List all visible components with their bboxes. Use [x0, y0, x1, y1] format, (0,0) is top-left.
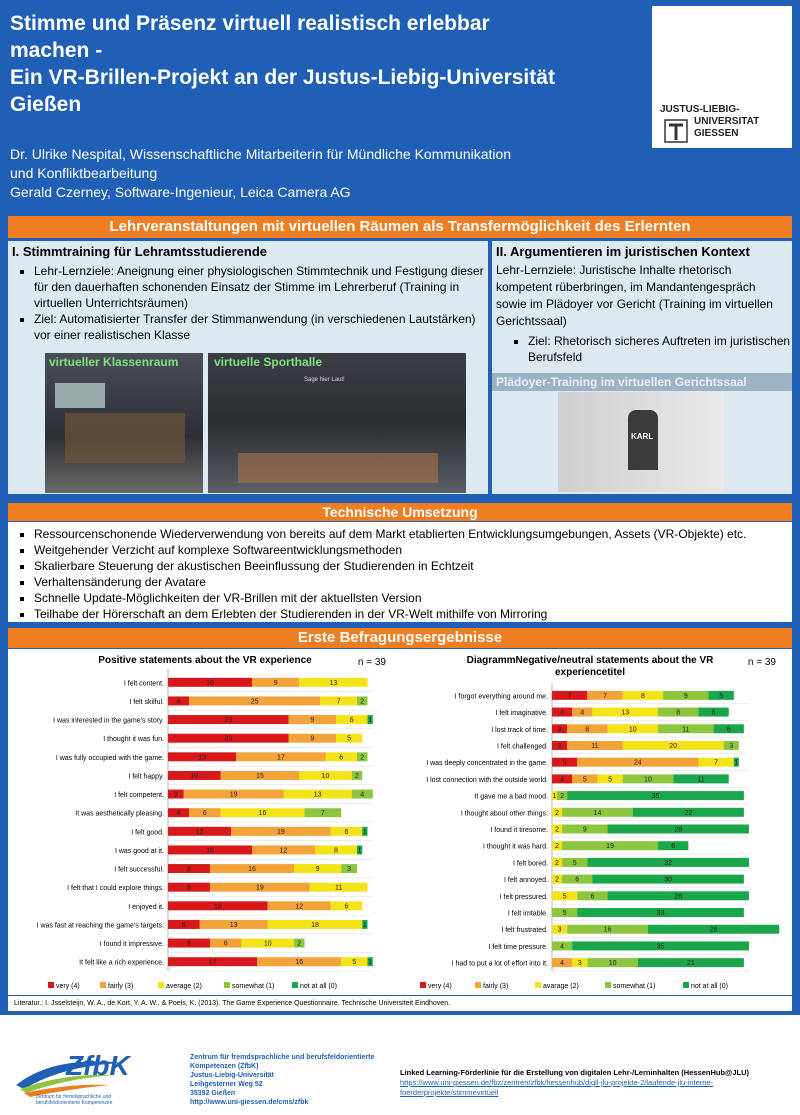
- bar-value-label: 5: [562, 759, 567, 767]
- bar-value-label: 12: [295, 903, 304, 911]
- bar-value-label: 6: [344, 828, 349, 836]
- category-label: I felt annoyed.: [504, 877, 548, 885]
- bar-value-label: 9: [310, 735, 315, 743]
- legend-swatch: [420, 982, 426, 988]
- category-label: I felt time pressure.: [488, 943, 548, 951]
- category-label: I was good at it.: [114, 847, 164, 855]
- tech-bullet: ▪ Verhaltensänderung der Avatare: [34, 574, 800, 590]
- tech-bullet: ▪ Teilhabe der Hörerschaft an dem Erlebten der Studierenden in der VR-Welt mithilfe von Mirroring: [34, 606, 800, 622]
- bar-value-label: 5: [562, 910, 567, 918]
- zfbk-logo-text: ZfbK: [66, 1050, 130, 1081]
- category-label: I lost connection with the outside world.: [426, 776, 548, 784]
- category-label: It felt like a rich experience.: [79, 959, 164, 967]
- bar-value-label: 10: [263, 940, 272, 948]
- bar-value-label: 2: [555, 859, 560, 867]
- courtroom-caption-band: [492, 373, 792, 391]
- bar-value-label: 6: [711, 709, 716, 717]
- bar-value-label: 2: [360, 754, 365, 762]
- bar-value-label: 33: [656, 910, 665, 918]
- shirt-text: KARL: [631, 432, 654, 441]
- bar-value-label: 6: [181, 921, 186, 929]
- right-text: Lehr-Lernziele: Juristische Inhalte rhetorisch kompetent rüberbringen, im Mandantengespräch sowie im Plädoyer vor Gericht (Training im virtuellen Gerichtssaal): [496, 263, 773, 328]
- bar-value-label: 21: [686, 960, 695, 968]
- bar-value-label: 5: [719, 692, 724, 700]
- category-label: I felt challenged.: [497, 743, 548, 751]
- category-label: I felt pressured.: [499, 893, 548, 901]
- bar-value-label: 17: [208, 959, 217, 967]
- category-label: I felt happy.: [128, 773, 164, 781]
- bar-value-label: 1: [734, 759, 739, 767]
- category-label: I felt competent.: [114, 792, 164, 800]
- bar-value-label: 19: [255, 884, 264, 892]
- tech-bullet: ▪ Skalierbare Steuerung der akustischen Beeinflussung der Studierenden in Echtzeit: [34, 558, 800, 574]
- bar-value-label: 12: [195, 828, 204, 836]
- right-panel: [492, 241, 792, 494]
- bar-value-label: 9: [582, 826, 587, 834]
- bar-value-label: 6: [202, 810, 207, 818]
- bar-value-label: 6: [590, 893, 595, 901]
- legend-swatch: [605, 982, 611, 988]
- legend-swatch: [292, 982, 298, 988]
- right-heading: II. Argumentieren im juristischen Kontext: [496, 244, 750, 259]
- category-label: I felt frustrated.: [501, 927, 548, 935]
- bar-value-label: 3: [557, 726, 562, 734]
- bar-value-label: 3: [347, 866, 352, 874]
- category-label: I felt content.: [123, 680, 164, 688]
- logo-line-3: GIESSEN: [694, 128, 739, 139]
- gym-image: [208, 353, 466, 493]
- gym-caption: virtuelle Sporthalle: [214, 355, 323, 369]
- category-label: I thought it was fun.: [103, 736, 164, 744]
- bar-value-label: 1: [368, 717, 373, 725]
- bar-value-label: 8: [640, 692, 645, 700]
- legend-label: somewhat (1): [232, 983, 275, 990]
- legend-label: fairly (3): [483, 983, 509, 990]
- category-label: I thought about other things.: [460, 810, 548, 818]
- bar-value-label: 4: [560, 776, 565, 784]
- bar-value-label: 6: [223, 940, 228, 948]
- bar-value-label: 9: [315, 866, 320, 874]
- bar-value-label: 10: [644, 776, 652, 784]
- bar-value-label: 35: [651, 793, 660, 801]
- bar-value-label: 5: [562, 893, 567, 901]
- category-label: It gave me a bad mood.: [474, 793, 548, 801]
- tech-bullet: ▪ Ressourcenschonende Wiederverwendung von bereits auf dem Markt etablierten Entwicklungsumgebungen, Assets (VR-Objekte) etc.: [34, 526, 800, 542]
- gym-floor-shape: [238, 453, 438, 483]
- bar-value-label: 2: [355, 772, 359, 780]
- bar-value-label: 26: [709, 926, 718, 934]
- shield-icon: [664, 119, 690, 147]
- desks-shape: [65, 413, 185, 463]
- legend-label: fairly (3): [108, 983, 134, 990]
- bar-value-label: 6: [349, 717, 354, 725]
- category-label: I enjoyed it.: [128, 903, 164, 911]
- bar-value-label: 5: [352, 959, 357, 967]
- legend-swatch: [683, 982, 689, 988]
- category-label: I felt good.: [131, 829, 164, 837]
- board-shape: [55, 383, 105, 408]
- category-label: I felt bored.: [512, 860, 548, 868]
- bar-value-label: 6: [339, 754, 344, 762]
- courtroom-caption: Plädoyer-Training im virtuellen Gerichtssaal: [496, 375, 747, 389]
- category-label: I found it tiresome.: [490, 827, 548, 834]
- bar-value-label: 23: [224, 735, 233, 743]
- bar-value-label: 8: [334, 847, 338, 855]
- bar-value-label: 16: [206, 679, 214, 687]
- bar-value-label: 1: [368, 959, 373, 967]
- bar-value-label: 19: [276, 828, 285, 836]
- bar-value-label: 5: [347, 735, 352, 743]
- bar-value-label: 14: [593, 809, 602, 817]
- bar-value-label: 1: [357, 847, 362, 855]
- bar-value-label: 7: [336, 698, 341, 706]
- category-label: It was aesthetically pleasing.: [75, 810, 164, 818]
- chart-title: Positive statements about the VR experience: [98, 655, 312, 666]
- courtroom-image: [558, 392, 724, 492]
- bar-value-label: 2: [555, 826, 560, 834]
- bar-value-label: 5: [608, 776, 613, 784]
- classroom-caption: virtueller Klassenraum: [49, 355, 179, 369]
- bar-value-label: 16: [258, 810, 267, 818]
- footer-link-url[interactable]: https://www.uni-giessen.de/fbz/zentren/zfbk/hessenhub/digll-jlu-projekte-2/laufende-jlu-interne-foerderprojekte/stimmevirtuell: [400, 1078, 714, 1097]
- bar-value-label: 3: [173, 791, 178, 799]
- category-label: I felt irritable.: [507, 910, 548, 918]
- category-label: I was interested in the game's story.: [53, 717, 164, 725]
- bar-value-label: 6: [671, 843, 676, 851]
- bar-value-label: 13: [621, 709, 630, 717]
- left-heading: I. Stimmtraining für Lehramtsstudierende: [12, 244, 267, 259]
- legend-label: not at all (0): [300, 983, 337, 990]
- bar-value-label: 9: [310, 717, 315, 725]
- bar-value-label: 24: [633, 759, 642, 767]
- legend-swatch: [100, 982, 106, 988]
- bar-value-label: 22: [684, 809, 693, 817]
- legend-swatch: [224, 982, 230, 988]
- poster-title: Stimme und Präsenz virtuell realistisch erlebbar machen - Ein VR-Brillen-Projekt an der Justus-Liebig-Universität Gießen: [10, 12, 555, 116]
- bar-value-label: 3: [557, 926, 562, 934]
- bar-value-label: 35: [656, 943, 665, 951]
- section2-band: Technische Umsetzung: [8, 503, 792, 521]
- bar-value-label: 4: [560, 960, 565, 968]
- section2-body: [8, 522, 792, 622]
- footer-link-block: [400, 1068, 780, 1098]
- bar-value-label: 19: [229, 791, 238, 799]
- bar-value-label: 8: [187, 866, 191, 874]
- tech-bullet: ▪ Schnelle Update-Möglichkeiten der VR-Brillen mit der aktuellsten Version: [34, 590, 800, 606]
- bar-value-label: 4: [176, 810, 181, 818]
- logo-line-1: JUSTUS-LIEBIG-: [660, 104, 740, 115]
- bar-value-label: 5: [582, 776, 587, 784]
- bar-value-label: 20: [669, 742, 678, 750]
- left-panel: [8, 241, 488, 494]
- tech-bullets: [16, 526, 800, 622]
- bar-value-label: 3: [729, 742, 734, 750]
- bar-value-label: 18: [311, 921, 319, 929]
- right-bullet: ▪ Ziel: Rhetorisch sicheres Auftreten im juristischen Berufsfeld: [528, 333, 798, 365]
- legend-swatch: [48, 982, 54, 988]
- bar-value-label: 4: [176, 698, 181, 706]
- right-bullets: [510, 333, 798, 365]
- bar-value-label: 32: [664, 859, 673, 867]
- legend-swatch: [158, 982, 164, 988]
- bar-value-label: 7: [714, 759, 719, 767]
- category-label: I was fast at reaching the game's targets.: [36, 922, 164, 930]
- left-bullet: ▪ Lehr-Lernziele: Aneignung einer physiologischen Stimmtechnik und Festigung dieser für den dauerhaften schonenden Einsatz der Stimme im Lehrerberuf (Training in virtuellen Unterrichtsräumen): [34, 263, 492, 311]
- legend-label: somewhat (1): [613, 983, 656, 990]
- category-label: I forgot everything around me.: [454, 693, 548, 701]
- footer-org: Zentrum für fremdsprachliche und berufsfeldorientierte Kompetenzen (ZfbK) Justus-Liebig-Universität Leihgesterner Weg 52 35392 Gießen http://www.uni-giessen.de/cms/zfbk: [190, 1054, 375, 1106]
- n-label: n = 39: [747, 657, 776, 668]
- category-label: I felt imaginative.: [495, 710, 548, 718]
- category-label: I thought it was hard.: [483, 843, 548, 851]
- bar-value-label: 7: [567, 692, 572, 700]
- bar-value-label: 9: [273, 679, 278, 687]
- bar-value-label: 2: [360, 698, 365, 706]
- section1-band: Lehrveranstaltungen mit virtuellen Räumen als Transfermöglichkeit des Erlernten: [8, 216, 792, 238]
- bar-value-label: 8: [187, 884, 191, 892]
- bar-value-label: 19: [213, 903, 222, 911]
- bar-value-label: 5: [572, 859, 577, 867]
- bar-value-label: 6: [575, 876, 580, 884]
- category-label: I felt skilful.: [129, 698, 164, 706]
- bar-value-label: 17: [276, 754, 285, 762]
- category-label: I found it impressive.: [99, 941, 164, 949]
- bar-value-label: 16: [206, 847, 214, 855]
- bar-value-label: 6: [344, 903, 349, 911]
- section3-band: Erste Befragungsergebnisse: [8, 628, 792, 648]
- negative-chart: [400, 649, 792, 995]
- university-logo: [652, 6, 792, 148]
- bar-value-label: 1: [362, 921, 367, 929]
- bar-value-label: 8: [187, 940, 191, 948]
- bar-value-label: 3: [557, 742, 562, 750]
- bar-value-label: 8: [585, 726, 590, 734]
- n-label: n = 39: [357, 657, 386, 668]
- bar-value-label: 30: [664, 876, 673, 884]
- bar-value-label: 11: [591, 742, 599, 750]
- bar-value-label: 4: [580, 709, 585, 717]
- bar-value-label: 10: [608, 960, 617, 968]
- bar-value-label: 6: [726, 726, 731, 734]
- legend-label: not at all (0): [691, 983, 728, 990]
- bar-value-label: 15: [255, 772, 264, 780]
- bar-value-label: 13: [229, 921, 238, 929]
- left-bullet: ▪ Ziel: Automatisierter Transfer der Stimmanwendung (in verschiedenen Lautstärken) vor einer realistischen Klasse: [34, 311, 492, 343]
- survey-area: [8, 649, 792, 995]
- category-label: I lost track of time.: [491, 726, 548, 734]
- bar-value-label: 2: [560, 793, 565, 801]
- bar-value-label: 13: [198, 754, 207, 762]
- category-label: I had to put a lot of effort into it.: [451, 960, 548, 968]
- legend-label: very (4): [56, 983, 80, 990]
- classroom-image: [45, 353, 203, 493]
- bar-value-label: 10: [190, 772, 199, 780]
- legend-swatch: [475, 982, 481, 988]
- bar-value-label: 2: [555, 843, 560, 851]
- legend-label: average (2): [166, 983, 202, 990]
- category-label: I was deeply concentrated in the game.: [426, 760, 548, 768]
- bar-value-label: 12: [279, 847, 288, 855]
- bar-value-label: 1: [552, 793, 557, 801]
- bar-value-label: 2: [555, 809, 560, 817]
- bar-value-label: 11: [682, 726, 690, 734]
- legend-label: avarage (2): [543, 983, 579, 990]
- tech-bullet: ▪ Weitgehender Verzicht auf komplexe Softwareentwicklungsmethoden: [34, 542, 800, 558]
- legend-swatch: [535, 982, 541, 988]
- bar-value-label: 11: [334, 884, 343, 892]
- bar-value-label: 8: [676, 709, 681, 717]
- bar-value-label: 2: [297, 940, 302, 948]
- category-label: I felt that I could explore things.: [67, 885, 164, 893]
- bar-value-label: 16: [248, 866, 256, 874]
- bar-value-label: 7: [320, 810, 325, 818]
- bar-value-label: 3: [577, 960, 582, 968]
- left-bullets: [16, 263, 492, 343]
- bar-value-label: 13: [313, 791, 322, 799]
- bar-value-label: 2: [555, 876, 560, 884]
- bar-value-label: 1: [362, 828, 367, 836]
- footer-link-title: Linked Learning-Förderlinie für die Erstellung von digitalen Lehr-/Lerninhalten (HessenHub@JLU): [400, 1068, 750, 1077]
- literature-ref: Literatur.: I. Jsselsteijn, W. A., de Kort, Y. A. W., & Poels, K. (2013). The Game Experience Questionnaire. Technische Universiteit Eindhoven.: [8, 996, 792, 1011]
- logo-line-2: UNIVERSITAT: [694, 116, 760, 127]
- bar-value-label: 13: [329, 679, 338, 687]
- bar-value-label: 9: [683, 692, 688, 700]
- bar-value-label: 4: [560, 943, 565, 951]
- bar-value-label: 11: [697, 776, 705, 784]
- bar-value-label: 25: [250, 698, 259, 706]
- bar-value-label: 16: [295, 959, 304, 967]
- bar-value-label: 23: [224, 717, 233, 725]
- bar-value-label: 28: [674, 826, 683, 834]
- positive-chart: [8, 649, 398, 995]
- legend-label: very (4): [428, 983, 452, 990]
- bar-value-label: 16: [603, 926, 612, 934]
- bar-value-label: 28: [674, 893, 683, 901]
- poster-authors: Dr. Ulrike Nespital, Wissenschaftliche Mitarbeiterin für Mündliche Kommunikation und Konfliktbearbeitung Gerald Czerney, Software-Ingenieur, Leica Camera AG: [10, 146, 512, 200]
- category-label: I felt successful.: [114, 866, 164, 874]
- bar-value-label: 19: [606, 843, 614, 851]
- bar-value-label: 7: [603, 692, 607, 700]
- bar-value-label: 10: [321, 772, 330, 780]
- gym-overlay-text: Sage hier Laut!: [304, 377, 345, 383]
- bar-value-label: 10: [628, 726, 637, 734]
- bar-value-label: 4: [360, 791, 365, 799]
- chart-title: DiagrammNegative/neutral statements about the VR experiencetitel: [466, 655, 714, 678]
- category-label: I was fully occupied with the game.: [55, 754, 164, 762]
- zfbk-logo-sub: Zentrum für fremdsprachliche und berufsfeldorientierte Kompetenzen: [36, 1094, 113, 1106]
- bar-value-label: 4: [560, 709, 565, 717]
